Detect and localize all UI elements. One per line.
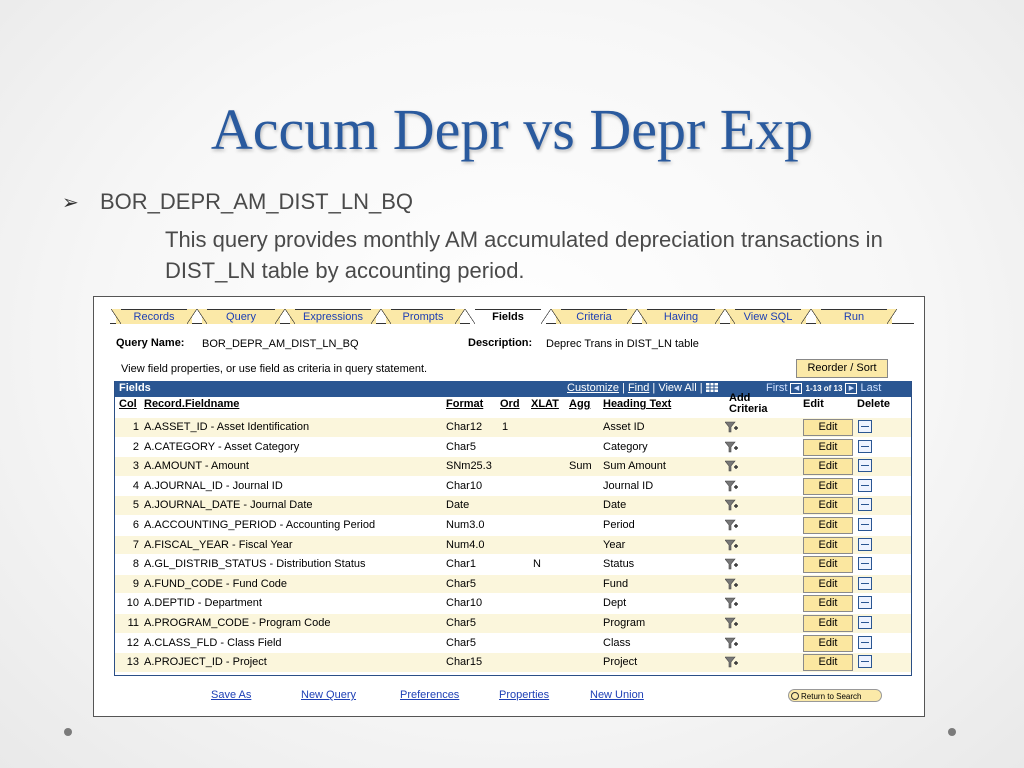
row-col-number: 6 bbox=[132, 519, 139, 531]
row-record-fieldname: A.FUND_CODE - Fund Code bbox=[144, 577, 288, 590]
row-record-fieldname: A.CATEGORY - Asset Category bbox=[144, 440, 300, 453]
table-row bbox=[115, 574, 911, 594]
row-xlat: N bbox=[533, 558, 541, 571]
delete-row-icon[interactable] bbox=[858, 518, 872, 531]
fields-grid bbox=[114, 381, 912, 676]
table-row bbox=[115, 476, 911, 496]
row-record-fieldname: A.PROJECT_ID - Project bbox=[144, 656, 267, 669]
row-heading-text: Year bbox=[603, 538, 626, 551]
add-criteria-filter-icon[interactable] bbox=[725, 421, 739, 433]
row-format: Char15 bbox=[446, 656, 483, 669]
row-format: SNm25.3 bbox=[446, 460, 492, 473]
grid-title: Fields bbox=[119, 382, 151, 394]
row-col-number: 9 bbox=[132, 577, 139, 590]
row-heading-text: Date bbox=[603, 499, 627, 512]
tab-records[interactable]: Records bbox=[116, 309, 192, 324]
row-format: Date bbox=[446, 499, 470, 512]
row-record-fieldname: A.JOURNAL_ID - Journal ID bbox=[144, 479, 283, 492]
add-criteria-filter-icon[interactable] bbox=[725, 519, 739, 531]
row-record-fieldname: A.CLASS_FLD - Class Field bbox=[144, 636, 282, 649]
table-row bbox=[115, 613, 911, 633]
tab-fields[interactable]: Fields bbox=[470, 309, 546, 325]
bullet-arrow-icon: ➢ bbox=[62, 192, 79, 214]
bullet-description: This query provides monthly AM accumulated depreciation transactions in DIST_LN table by accounting period. bbox=[165, 227, 883, 283]
row-col-number: 10 bbox=[126, 597, 139, 610]
tab-having[interactable]: Having bbox=[642, 309, 720, 324]
edit-button[interactable]: Edit bbox=[803, 478, 853, 495]
row-col-number: 7 bbox=[132, 538, 139, 551]
find-link[interactable]: Find bbox=[627, 382, 650, 394]
row-count: 1-13 of 13 bbox=[805, 384, 843, 393]
tab-criteria[interactable]: Criteria bbox=[556, 309, 632, 324]
add-criteria-filter-icon[interactable] bbox=[725, 499, 739, 511]
row-record-fieldname: A.ASSET_ID - Asset Identification bbox=[144, 421, 310, 433]
delete-row-icon[interactable] bbox=[858, 655, 872, 668]
tab-run[interactable]: Run bbox=[816, 309, 892, 324]
row-format: Char10 bbox=[446, 597, 483, 610]
slide-title: Accum Depr vs Depr Exp bbox=[210, 97, 814, 162]
row-format: Num4.0 bbox=[446, 538, 485, 551]
row-heading-text: Status bbox=[603, 558, 635, 571]
delete-row-icon[interactable] bbox=[858, 616, 872, 629]
query-name-label: Query Name: bbox=[116, 337, 185, 349]
customize-link[interactable]: Customize bbox=[567, 382, 619, 394]
tab-view-sql[interactable]: View SQL bbox=[730, 309, 806, 324]
prev-page-icon[interactable]: ◀ bbox=[790, 383, 802, 394]
row-heading-text: Project bbox=[603, 656, 638, 669]
return-to-search-button[interactable]: Return to Search bbox=[788, 689, 882, 702]
col-header-fieldname[interactable]: Record.Fieldname bbox=[144, 398, 240, 410]
add-criteria-filter-icon[interactable] bbox=[725, 597, 739, 609]
row-format: Char5 bbox=[446, 636, 476, 649]
add-criteria-filter-icon[interactable] bbox=[725, 578, 739, 590]
row-format: Char12 bbox=[446, 421, 483, 433]
delete-row-icon[interactable] bbox=[858, 538, 872, 551]
query-name-value: BOR_DEPR_AM_DIST_LN_BQ bbox=[202, 338, 359, 350]
delete-row-icon[interactable] bbox=[858, 596, 872, 609]
table-row bbox=[115, 535, 911, 555]
table-row bbox=[115, 456, 911, 476]
add-criteria-filter-icon[interactable] bbox=[725, 460, 739, 472]
col-header-add-criteria: Add Criteria bbox=[729, 392, 768, 415]
tab-bar bbox=[110, 309, 914, 324]
view-all-link[interactable]: View All bbox=[658, 382, 697, 394]
col-header-heading-text[interactable]: Heading Text bbox=[603, 398, 672, 410]
row-format: Char5 bbox=[446, 617, 476, 629]
tab-prompts[interactable]: Prompts bbox=[386, 309, 460, 324]
add-criteria-filter-icon[interactable] bbox=[725, 441, 739, 453]
row-record-fieldname: A.AMOUNT - Amount bbox=[144, 460, 249, 473]
table-row bbox=[115, 437, 911, 457]
table-row bbox=[115, 633, 911, 653]
row-record-fieldname: A.DEPTID - Department bbox=[144, 597, 262, 610]
row-col-number: 11 bbox=[127, 617, 139, 629]
table-row bbox=[115, 593, 911, 613]
query-manager-screenshot bbox=[93, 296, 925, 717]
col-header-agg[interactable]: Agg bbox=[569, 398, 591, 410]
edit-button[interactable]: Edit bbox=[803, 635, 853, 652]
delete-row-icon[interactable] bbox=[858, 459, 872, 472]
delete-row-icon[interactable] bbox=[858, 557, 872, 570]
table-row bbox=[115, 652, 911, 672]
edit-button[interactable]: Edit bbox=[803, 419, 853, 436]
edit-button[interactable]: Edit bbox=[803, 497, 853, 514]
delete-row-icon[interactable] bbox=[858, 420, 872, 433]
table-row bbox=[115, 417, 911, 437]
new-query-link[interactable]: New Query bbox=[301, 689, 357, 701]
slide-dot-left bbox=[64, 728, 72, 736]
row-col-number: 3 bbox=[132, 460, 139, 473]
row-format: Char10 bbox=[446, 479, 483, 492]
row-heading-text: Category bbox=[603, 440, 648, 453]
delete-row-icon[interactable] bbox=[858, 479, 872, 492]
row-heading-text: Sum Amount bbox=[603, 460, 666, 473]
row-agg: Sum bbox=[569, 460, 592, 473]
row-record-fieldname: A.FISCAL_YEAR - Fiscal Year bbox=[144, 538, 293, 551]
edit-button[interactable]: Edit bbox=[803, 576, 853, 593]
delete-row-icon[interactable] bbox=[858, 498, 872, 511]
download-grid-icon[interactable] bbox=[706, 383, 718, 392]
first-link[interactable]: First bbox=[766, 382, 788, 394]
edit-button[interactable]: Edit bbox=[803, 517, 853, 534]
col-header-delete: Delete bbox=[857, 398, 891, 410]
edit-button[interactable]: Edit bbox=[803, 556, 853, 573]
row-record-fieldname: A.JOURNAL_DATE - Journal Date bbox=[144, 499, 313, 512]
slide-dot-right bbox=[948, 728, 956, 736]
row-col-number: 2 bbox=[132, 440, 139, 453]
row-heading-text: Asset ID bbox=[603, 421, 645, 433]
tab-expressions[interactable]: Expressions bbox=[290, 309, 376, 324]
row-heading-text: Class bbox=[603, 636, 631, 649]
table-row bbox=[115, 554, 911, 574]
add-criteria-filter-icon[interactable] bbox=[725, 617, 739, 629]
table-row bbox=[115, 515, 911, 535]
add-criteria-filter-icon[interactable] bbox=[725, 480, 739, 492]
row-heading-text: Dept bbox=[603, 597, 627, 610]
row-ord: 1 bbox=[502, 421, 509, 433]
tab-query[interactable]: Query bbox=[202, 309, 280, 324]
row-heading-text: Period bbox=[603, 519, 635, 531]
col-header-ord[interactable]: Ord bbox=[500, 398, 520, 410]
next-page-icon[interactable]: ▶ bbox=[845, 383, 857, 394]
row-format: Num3.0 bbox=[446, 519, 485, 531]
properties-link[interactable]: Properties bbox=[499, 689, 550, 701]
col-header-edit: Edit bbox=[803, 398, 824, 410]
col-header-format[interactable]: Format bbox=[446, 398, 484, 410]
add-criteria-filter-icon[interactable] bbox=[725, 637, 739, 649]
edit-button[interactable]: Edit bbox=[803, 458, 853, 475]
description-label: Description: bbox=[468, 337, 533, 349]
description-value: Deprec Trans in DIST_LN table bbox=[546, 338, 699, 350]
row-format: Char5 bbox=[446, 440, 476, 453]
edit-button[interactable]: Edit bbox=[803, 537, 853, 554]
edit-button[interactable]: Edit bbox=[803, 595, 853, 612]
col-header-col[interactable]: Col bbox=[119, 398, 137, 410]
row-format: Char5 bbox=[446, 577, 476, 590]
col-header-xlat[interactable]: XLAT bbox=[531, 398, 559, 410]
grid-header-bar: Fields Customize | Find | View All | First ◀ 1-13 of 13 ▶ Last bbox=[115, 381, 911, 397]
row-format: Char1 bbox=[446, 558, 476, 571]
row-col-number: 1 bbox=[132, 421, 139, 433]
row-record-fieldname: A.ACCOUNTING_PERIOD - Accounting Period bbox=[144, 519, 376, 531]
bullet-query-name: BOR_DEPR_AM_DIST_LN_BQ bbox=[100, 189, 413, 214]
delete-row-icon[interactable] bbox=[858, 577, 872, 590]
delete-row-icon[interactable] bbox=[858, 440, 872, 453]
row-col-number: 4 bbox=[132, 479, 139, 492]
reorder-sort-button[interactable]: Reorder / Sort bbox=[796, 359, 888, 378]
magnifier-icon bbox=[791, 692, 799, 700]
add-criteria-filter-icon[interactable] bbox=[725, 558, 739, 570]
row-heading-text: Journal ID bbox=[603, 479, 654, 492]
delete-row-icon[interactable] bbox=[858, 636, 872, 649]
row-record-fieldname: A.PROGRAM_CODE - Program Code bbox=[144, 617, 331, 629]
row-col-number: 8 bbox=[132, 558, 139, 571]
add-criteria-filter-icon[interactable] bbox=[725, 656, 739, 668]
preferences-link[interactable]: Preferences bbox=[400, 689, 460, 701]
edit-button[interactable]: Edit bbox=[803, 439, 853, 456]
last-link[interactable]: Last bbox=[860, 382, 882, 394]
row-record-fieldname: A.GL_DISTRIB_STATUS - Distribution Status bbox=[144, 558, 366, 571]
row-col-number: 5 bbox=[132, 499, 139, 512]
edit-button[interactable]: Edit bbox=[803, 654, 853, 671]
edit-button[interactable]: Edit bbox=[803, 615, 853, 632]
row-heading-text: Program bbox=[603, 617, 646, 629]
row-col-number: 13 bbox=[126, 656, 139, 669]
add-criteria-filter-icon[interactable] bbox=[725, 539, 739, 551]
row-heading-text: Fund bbox=[603, 577, 629, 590]
row-col-number: 12 bbox=[126, 636, 139, 649]
table-row bbox=[115, 495, 911, 515]
new-union-link[interactable]: New Union bbox=[590, 689, 644, 701]
save-as-link[interactable]: Save As bbox=[211, 689, 252, 701]
fields-hint: View field properties, or use field as criteria in query statement. bbox=[121, 363, 428, 375]
